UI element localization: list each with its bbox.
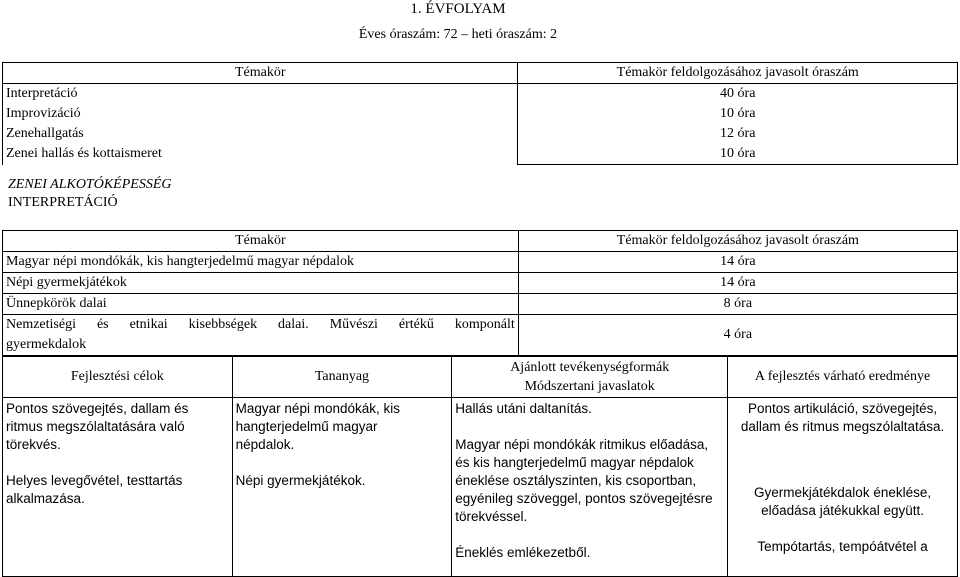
- table-row: [3, 252, 958, 273]
- table-row: [3, 315, 958, 356]
- table-row: [3, 84, 958, 165]
- topic-hours-table-1: [2, 62, 958, 165]
- results-text: előadása játékukkal együtt.: [761, 503, 924, 518]
- section-heading-category: ZENEI ALKOTÓKÉPESSÉG: [8, 177, 172, 192]
- goals-text: ritmus megszólaltatására való: [6, 419, 185, 434]
- column-header-goals: Fejlesztési célok: [3, 357, 233, 398]
- hours-value: 10 óra: [720, 146, 756, 161]
- activities-text: éneklése osztályszinten, kis csoportban,: [455, 473, 697, 488]
- development-table: [2, 356, 958, 577]
- hours-cell: 8 óra: [518, 294, 957, 315]
- topic-interpretacio: Interpretáció: [6, 86, 78, 101]
- column-header-hours: Témakör feldolgozásához javasolt óraszám: [518, 231, 957, 252]
- activities-text: Magyar népi mondókák ritmikus előadása,: [455, 437, 709, 452]
- hours-cell: 14 óra: [518, 273, 957, 294]
- section-heading-subcategory: INTERPRETÁCIÓ: [8, 195, 118, 210]
- topic-cell: Ünnepkörök dalai: [3, 294, 519, 315]
- topic-zenehallgatas: Zenehallgatás: [6, 126, 84, 141]
- topic-improvizacio: Improvizáció: [6, 106, 81, 121]
- hours-value: 40 óra: [720, 86, 756, 101]
- activities-text: egyénileg szöveggel, pontos szövegejtésre: [455, 491, 713, 506]
- material-cell: [232, 398, 452, 577]
- column-header-material: Tananyag: [232, 357, 452, 398]
- topic-hours-table-2: [2, 230, 958, 356]
- column-header-hours: Témakör feldolgozásához javasolt óraszám: [518, 63, 958, 84]
- activities-text: Hallás utáni daltanítás.: [455, 401, 592, 416]
- hours-cell: 4 óra: [518, 315, 957, 356]
- goals-text: Pontos szövegejtés, dallam és: [6, 401, 189, 416]
- results-cell: [728, 398, 958, 577]
- topic-cell: Népi gyermekjátékok: [3, 273, 519, 294]
- hours-value: 12 óra: [720, 126, 756, 141]
- topic-zenei-hallas: Zenei hallás és kottaismeret: [6, 146, 162, 161]
- material-text: hangterjedelmű magyar: [235, 419, 378, 434]
- page-title: 1. ÉVFOLYAM: [410, 1, 506, 17]
- activities-text: és kis hangterjedelmű magyar népdalok: [455, 455, 694, 470]
- activities-cell: [452, 398, 728, 577]
- column-header-results: A fejlesztés várható eredménye: [728, 357, 958, 398]
- table-row: [3, 294, 958, 315]
- hours-value: 10 óra: [720, 106, 756, 121]
- topic-cell: [3, 315, 519, 356]
- material-text: népdalok.: [235, 437, 295, 452]
- activities-text: Éneklés emlékezetből.: [455, 545, 591, 560]
- material-text: Magyar népi mondókák, kis: [235, 401, 400, 416]
- hours-cell: 14 óra: [518, 252, 957, 273]
- activities-header-line: Ajánlott tevékenységformák: [510, 360, 670, 375]
- table-header-row: [3, 357, 958, 398]
- column-header-activities: [452, 357, 728, 398]
- table-row: [3, 273, 958, 294]
- material-text: Népi gyermekjátékok.: [235, 473, 366, 488]
- goals-text: alkalmazása.: [6, 491, 85, 506]
- column-header-topic: Témakör: [3, 231, 519, 252]
- activities-text: törekvéssel.: [455, 509, 528, 524]
- topics-cell: [3, 84, 518, 165]
- methods-header-line: Módszertani javaslatok: [524, 379, 655, 394]
- table-row: [3, 398, 958, 577]
- results-text: Pontos artikuláció, szövegejtés,: [748, 401, 938, 416]
- topic-line: Nemzetiségi és etnikai kisebbségek dalai. Művészi értékű komponált: [6, 317, 515, 332]
- results-text: Gyermekjátékdalok éneklése,: [754, 485, 932, 500]
- topic-cell: Magyar népi mondókák, kis hangterjedelmű magyar népdalok: [3, 252, 519, 273]
- goals-text: Helyes levegővétel, testtartás: [6, 473, 183, 488]
- table-header-row: [3, 231, 958, 252]
- results-text: Tempótartás, tempóátvétel a: [757, 539, 928, 554]
- topic-line: gyermekdalok: [6, 337, 87, 352]
- page-subtitle: Éves óraszám: 72 – heti óraszám: 2: [358, 27, 558, 42]
- goals-text: törekvés.: [6, 437, 61, 452]
- column-header-topic: Témakör: [3, 63, 518, 84]
- results-text: dallam és ritmus megszólaltatása.: [740, 419, 945, 434]
- table-header-row: [3, 63, 958, 84]
- hours-cell: [518, 84, 958, 165]
- goals-cell: [3, 398, 233, 577]
